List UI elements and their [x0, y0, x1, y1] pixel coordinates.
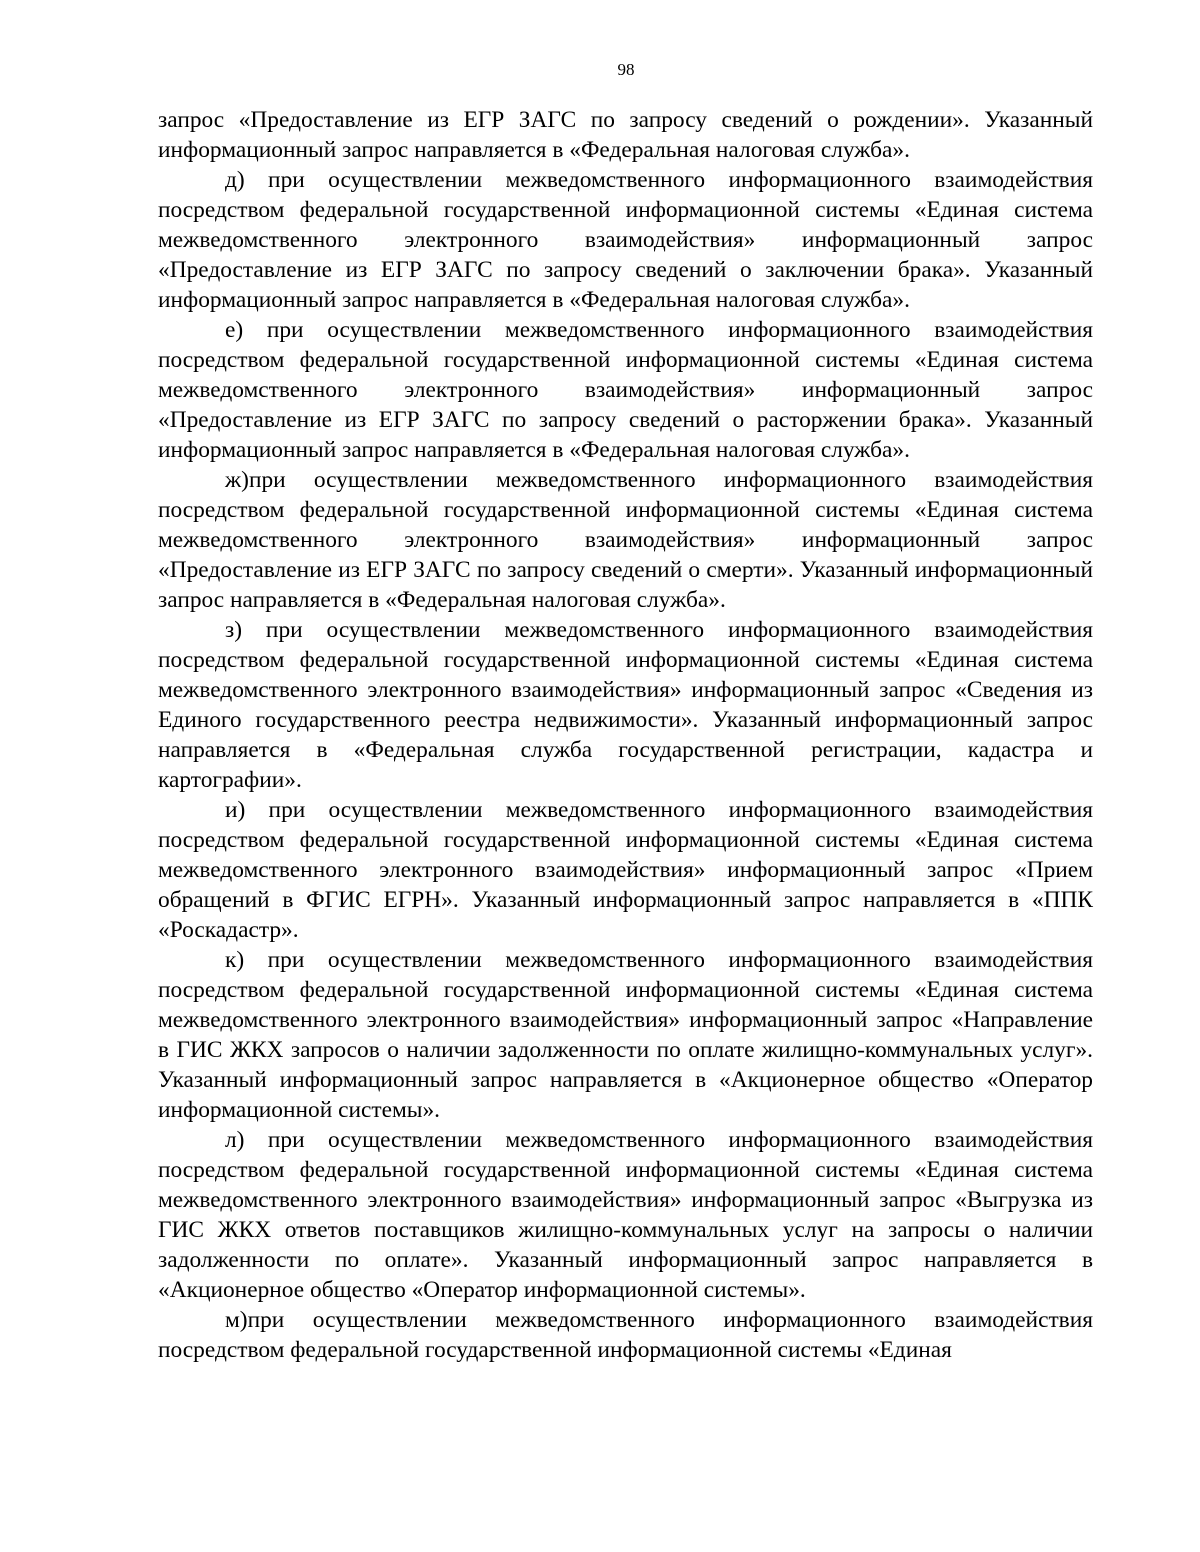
paragraph-continuation: запрос «Предоставление из ЕГР ЗАГС по запросу сведений о рождении». Указанный информационный запрос направляется в «Федеральная налоговая служба». — [158, 107, 1093, 163]
paragraph-item-m: м)при осуществлении межведомственного информационного взаимодействия посредством федеральной государственной информационной системы «Единая — [158, 1307, 1093, 1363]
paragraph-item-e: е) при осуществлении межведомственного информационного взаимодействия посредством федеральной государственной информационной системы «Единая система межведомственного электронного взаимодействия» информационный запрос «Предоставление из ЕГР ЗАГС по запросу сведений о расторжении брака». Указанный информационный запрос направляется в «Федеральная налоговая служба». — [158, 317, 1093, 463]
page-number: 98 — [617, 60, 635, 79]
paragraph-item-z: з) при осуществлении межведомственного информационного взаимодействия посредством федеральной государственной информационной системы «Единая система межведомственного электронного взаимодействия» информационный запрос «Сведения из Единого государственного реестра недвижимости». Указанный информационный запрос направляется в «Федеральная служба государственной регистрации, кадастра и картографии». — [158, 617, 1093, 793]
paragraph-item-i: и) при осуществлении межведомственного информационного взаимодействия посредством федеральной государственной информационной системы «Единая система межведомственного электронного взаимодействия» информационный запрос «Прием обращений в ФГИС ЕГРН». Указанный информационный запрос направляется в «ППК «Роскадастр». — [158, 797, 1093, 943]
document-body — [158, 105, 1093, 1365]
paragraph-item-zh: ж)при осуществлении межведомственного информационного взаимодействия посредством федеральной государственной информационной системы «Единая система межведомственного электронного взаимодействия» информационный запрос «Предоставление из ЕГР ЗАГС по запросу сведений о смерти». Указанный информационный запрос направляется в «Федеральная налоговая служба». — [158, 467, 1093, 613]
paragraph-item-l: л) при осуществлении межведомственного информационного взаимодействия посредством федеральной государственной информационной системы «Единая система межведомственного электронного взаимодействия» информационный запрос «Выгрузка из ГИС ЖКХ ответов поставщиков жилищно-коммунальных услуг на запросы о наличии задолженности по оплате». Указанный информационный запрос направляется в «Акционерное общество «Оператор информационной системы». — [158, 1127, 1093, 1303]
paragraph-item-d: д) при осуществлении межведомственного информационного взаимодействия посредством федеральной государственной информационной системы «Единая система межведомственного электронного взаимодействия» информационный запрос «Предоставление из ЕГР ЗАГС по запросу сведений о заключении брака». Указанный информационный запрос направляется в «Федеральная налоговая служба». — [158, 167, 1093, 313]
paragraph-item-k: к) при осуществлении межведомственного информационного взаимодействия посредством федеральной государственной информационной системы «Единая система межведомственного электронного взаимодействия» информационный запрос «Направление в ГИС ЖКХ запросов о наличии задолженности по оплате жилищно-коммунальных услуг». Указанный информационный запрос направляется в «Акционерное общество «Оператор информационной системы». — [158, 947, 1093, 1123]
